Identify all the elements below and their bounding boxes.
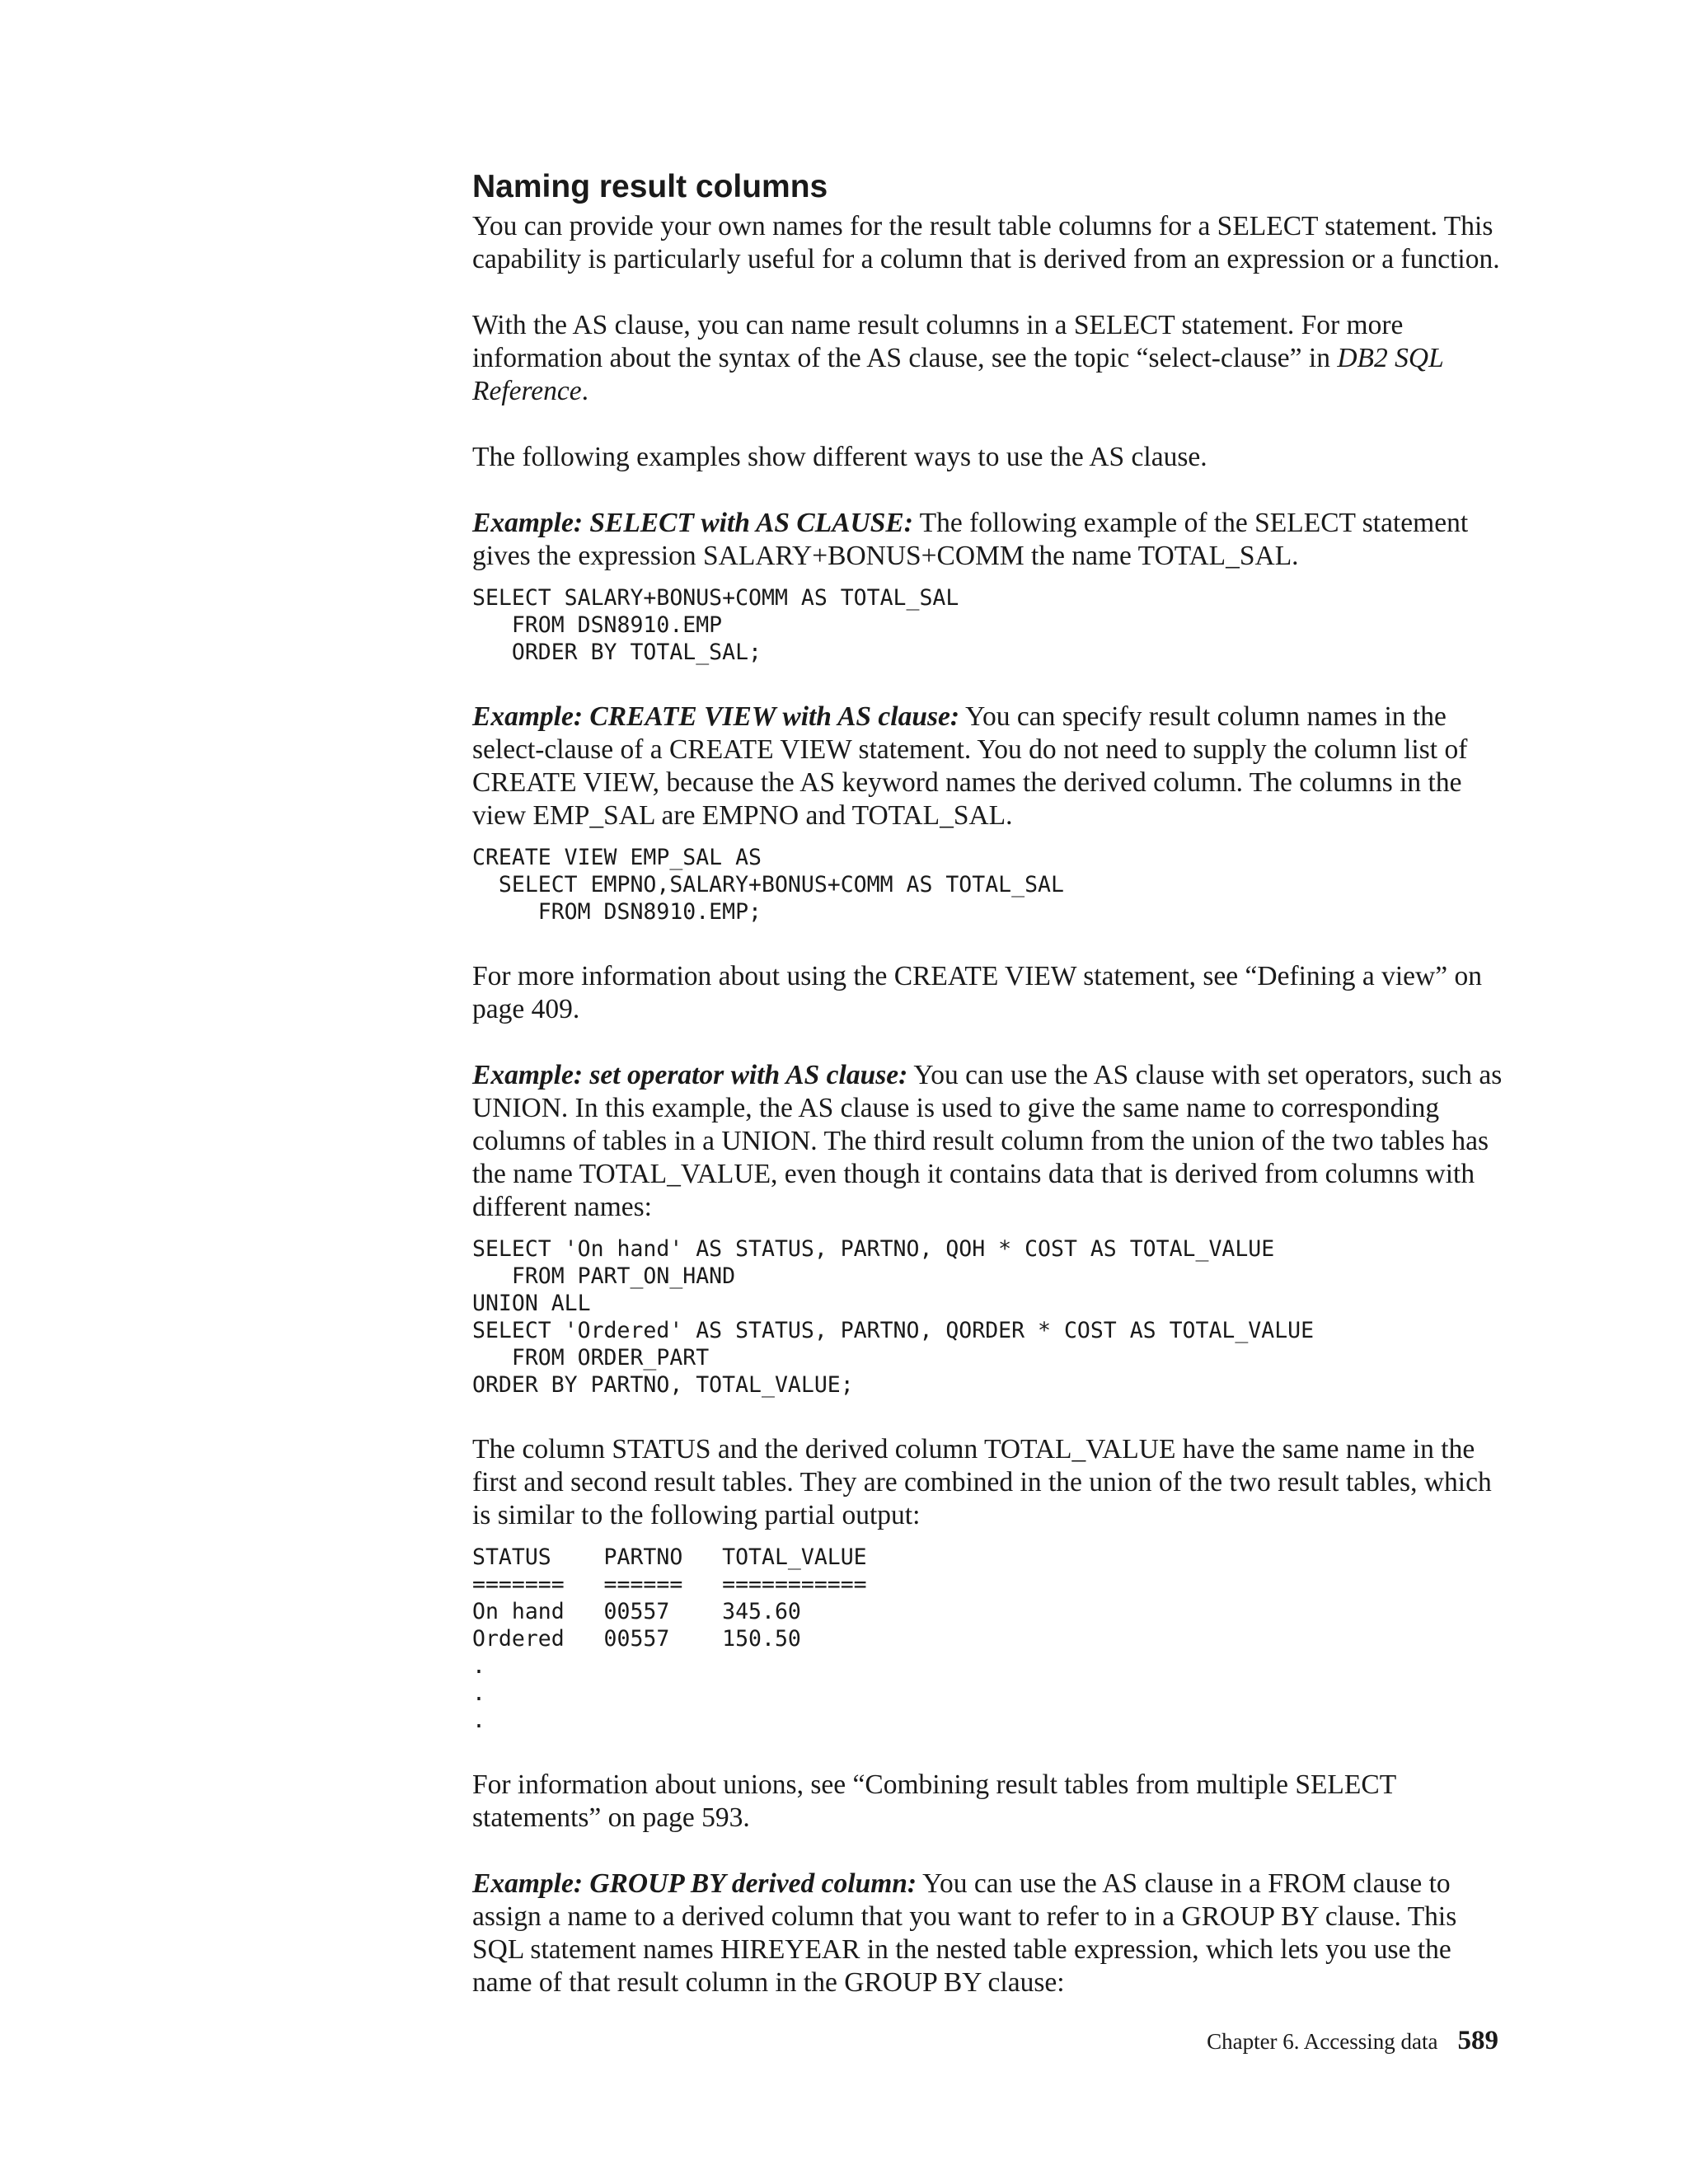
examples-intro: The following examples show different ways to use the AS clause. xyxy=(472,442,1207,472)
intro-paragraph: You can provide your own names for the result table columns for a SELECT statement. This capability is particularly useful for a column that is derived from an expression or a function. xyxy=(472,211,1500,274)
example-create-view-paragraph: Example: CREATE VIEW with AS clause: You can specify result column names in the select-clause of a CREATE VIEW statement. You do not need to supply the column list of CREATE VIEW, because the AS keyword names the derived column. The columns in the view EMP_SAL are EMPNO and TOTAL_SAL. xyxy=(472,701,1468,831)
code-block-create-view: CREATE VIEW EMP_SAL AS SELECT EMPNO,SALARY+BONUS+COMM AS TOTAL_SAL FROM DSN8910.EMP; xyxy=(472,845,1064,925)
as-clause-text: With the AS clause, you can name result columns in a SELECT statement. For more information about the syntax of the AS clause, see the topic “select-clause” in xyxy=(472,310,1404,373)
example-set-operator-paragraph: Example: set operator with AS clause: You can use the AS clause with set operators, such as UNION. In this example, the AS clause is used to give the same name to corresponding columns of tables in a UNION. The third result column from the union of the two tables has the name TOTAL_VALUE, even though it contains data that is derived from columns with different names: xyxy=(472,1060,1503,1222)
example-group-by-paragraph: Example: GROUP BY derived column: You can use the AS clause in a FROM clause to assign a name to a derived column that you want to refer to in a GROUP BY clause. This SQL statement names HIREYEAR in the nested table expression, which lets you use the name of that result column in the GROUP BY clause: xyxy=(472,1868,1457,1998)
code-block-union: SELECT 'On hand' AS STATUS, PARTNO, QOH * COST AS TOTAL_VALUE FROM PART_ON_HAND UNION ALL SELECT 'Ordered' AS STATUS, PARTNO, QORDER * COST AS TOTAL_VALUE FROM ORDER_PART ORDER BY PARTNO, TOTAL_VALUE; xyxy=(472,1236,1315,1398)
chapter-title: Chapter 6. Accessing data xyxy=(1207,2029,1438,2054)
page-number: 589 xyxy=(1457,2026,1498,2055)
example-label: Example: set operator with AS clause: xyxy=(472,1060,908,1090)
example-label: Example: GROUP BY derived column: xyxy=(472,1868,917,1899)
reference-link[interactable]: DB2 SQL Reference xyxy=(472,343,1444,406)
as-clause-paragraph: With the AS clause, you can name result columns in a SELECT statement. For more information about the syntax of the AS clause, see the topic “select-clause” in DB2 SQL Reference. xyxy=(472,310,1444,406)
section-heading: Naming result columns xyxy=(472,169,828,204)
page-content xyxy=(472,169,1503,2032)
code-block-select: SELECT SALARY+BONUS+COMM AS TOTAL_SAL FROM DSN8910.EMP ORDER BY TOTAL_SAL; xyxy=(472,585,959,665)
create-view-reference: For more information about using the CREATE VIEW statement, see “Defining a view” on page 409. xyxy=(472,961,1482,1024)
example-label: Example: CREATE VIEW with AS clause: xyxy=(472,701,960,732)
example-select-paragraph: Example: SELECT with AS CLAUSE: The following example of the SELECT statement gives the expression SALARY+BONUS+COMM the name TOTAL_SAL. xyxy=(472,508,1469,571)
page-footer xyxy=(1207,2026,1498,2056)
union-reference: For information about unions, see “Combining result tables from multiple SELECT statements” on page 593. xyxy=(472,1769,1396,1833)
union-explanation: The column STATUS and the derived column TOTAL_VALUE have the same name in the first and second result tables. They are combined in the union of the two result tables, which is similar to the following partial output: xyxy=(472,1434,1492,1530)
example-label: Example: SELECT with AS CLAUSE: xyxy=(472,508,913,538)
code-block-output: STATUS PARTNO TOTAL_VALUE ======= ====== =========== On hand 00557 345.60 Ordered 00557 150.50 . . . xyxy=(472,1544,867,1733)
